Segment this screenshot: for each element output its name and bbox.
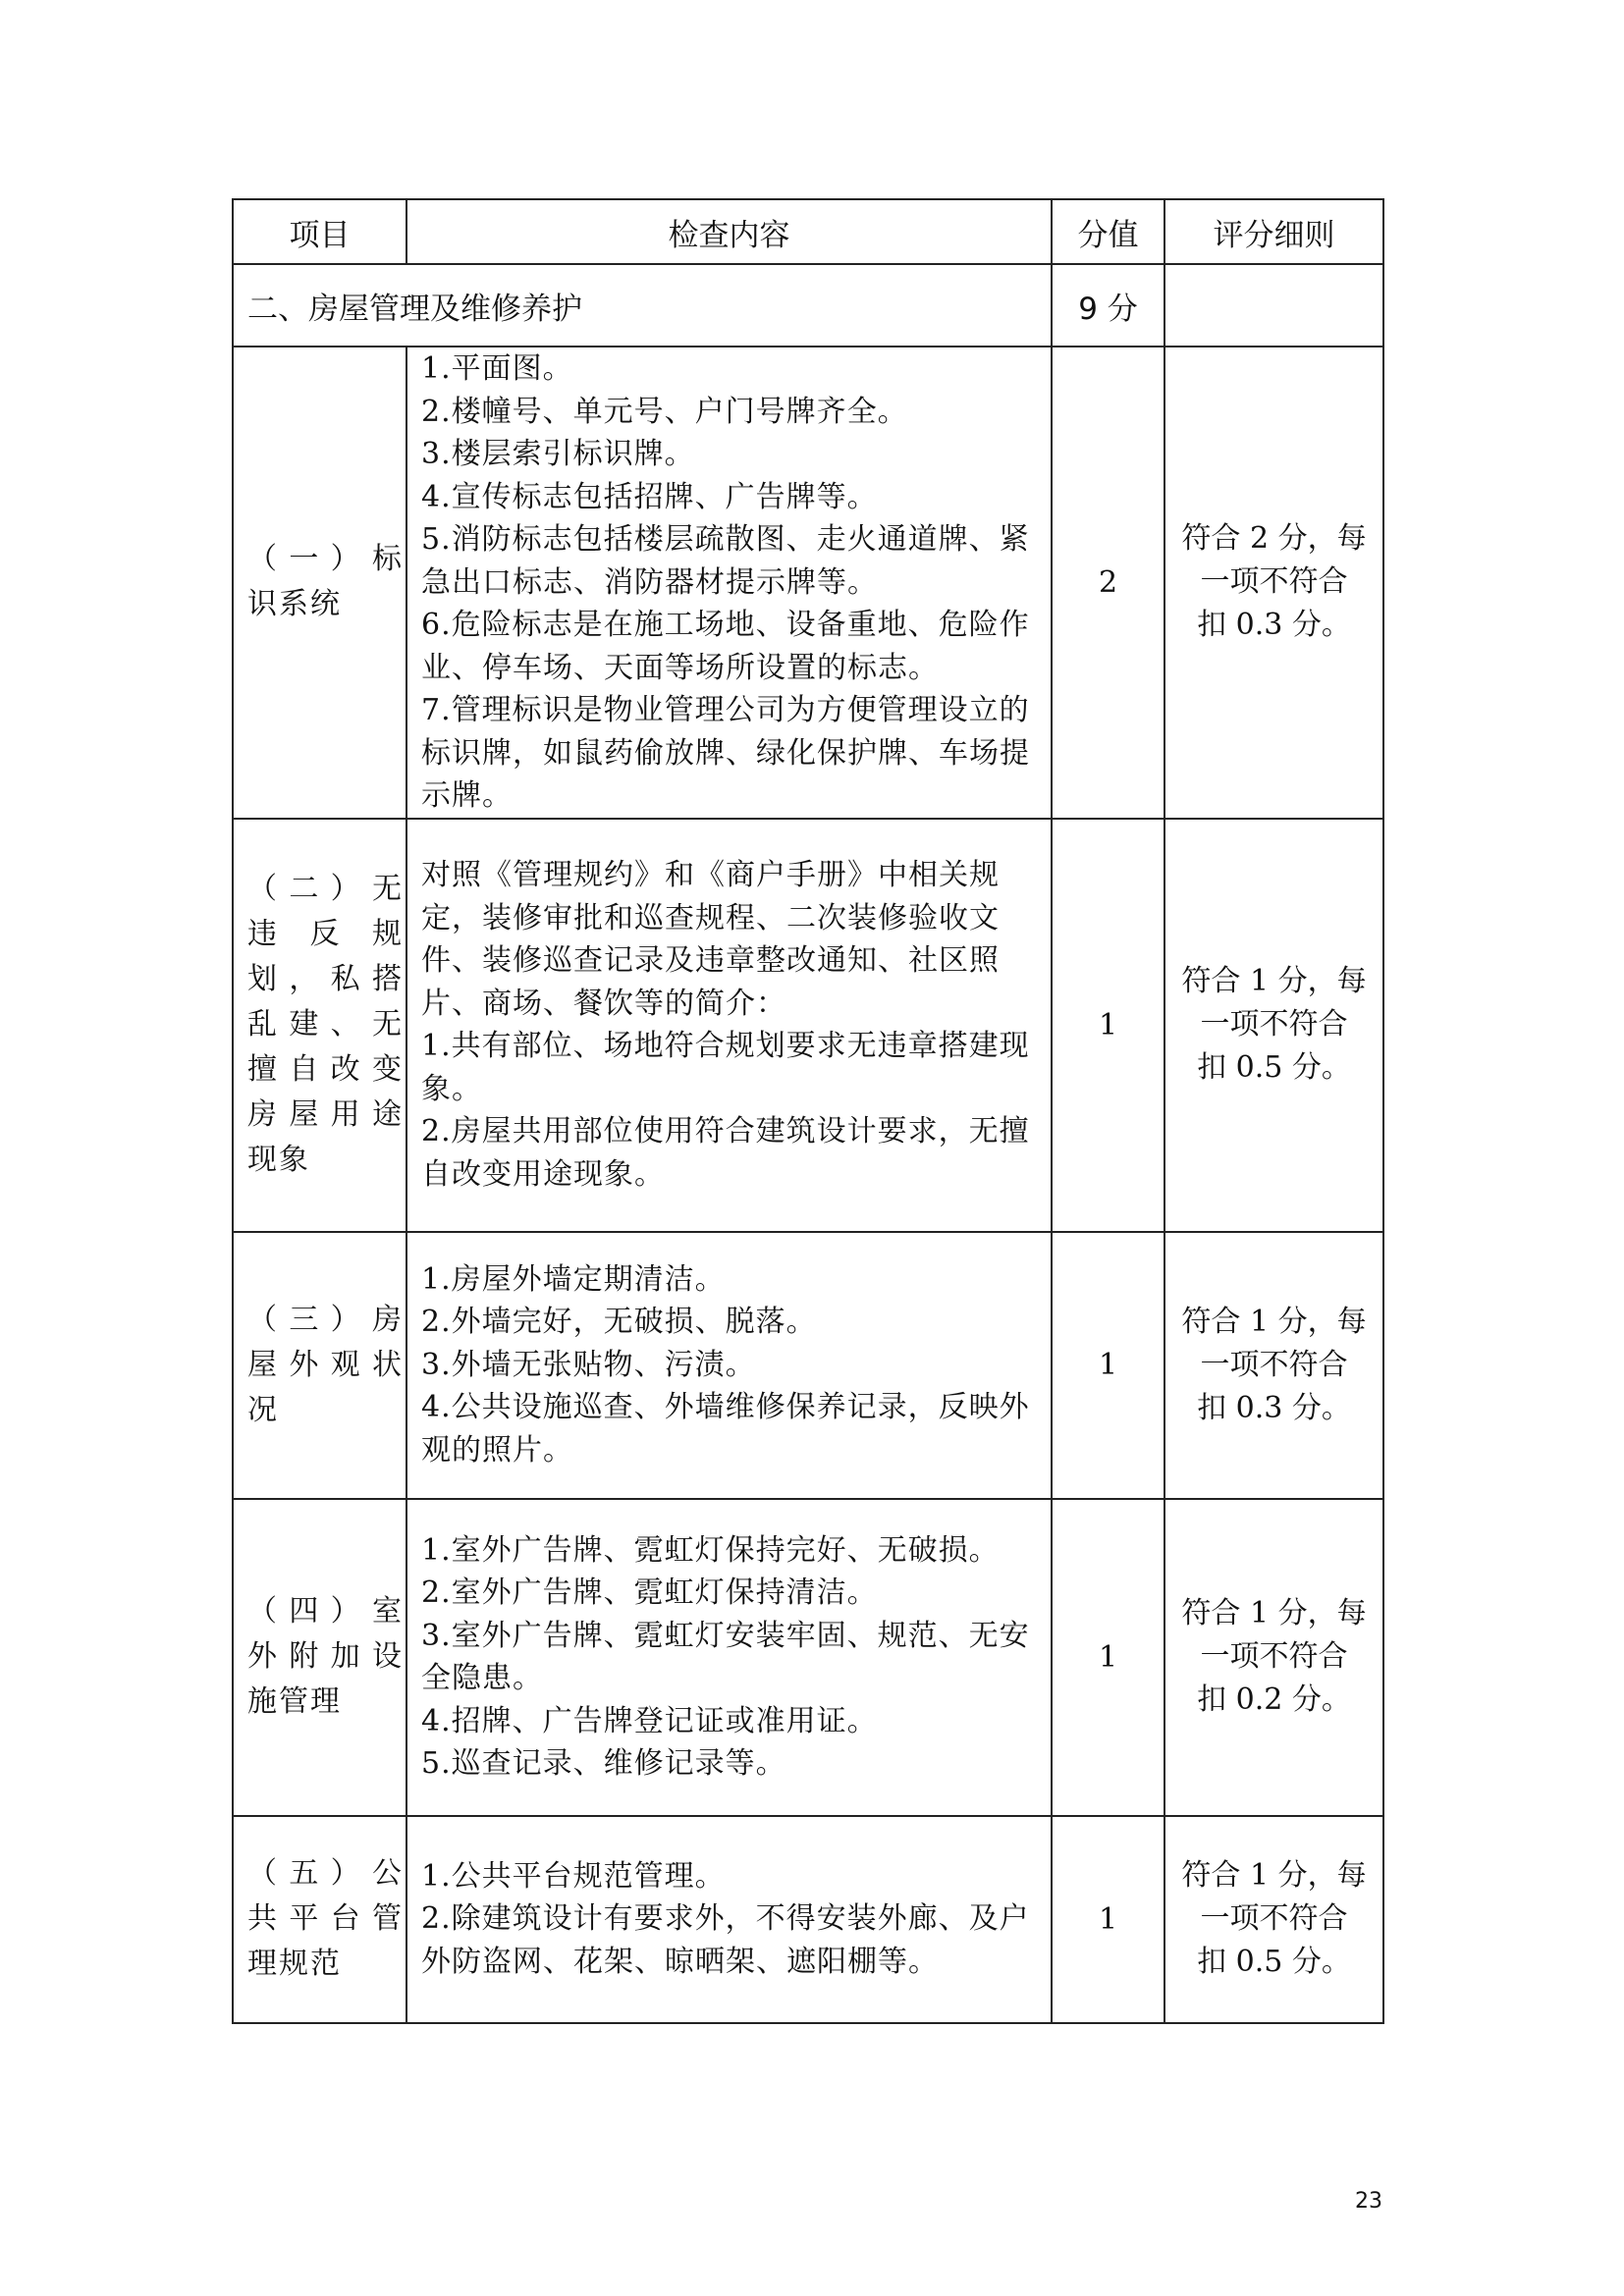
- section-title: 二、房屋管理及维修养护: [233, 264, 1052, 347]
- rule-line: 扣 0.5 分。: [1197, 1945, 1351, 1979]
- item-content: [406, 1816, 1052, 2023]
- item-name: （四）室外附加设施管理: [233, 1499, 406, 1816]
- content-line: 1.室外广告牌、霓虹灯保持完好、无破损。: [421, 1532, 1000, 1568]
- content-line: 5.巡查记录、维修记录等。: [421, 1746, 786, 1781]
- content-line: 1.房屋外墙定期清洁。: [421, 1261, 726, 1297]
- item-score: 1: [1052, 1816, 1164, 2023]
- table-header-row: [233, 199, 1383, 264]
- item-name: （二）无违反规划，私搭乱建、无擅自改变房屋用途现象: [233, 819, 406, 1232]
- content-line: 3.楼层索引标识牌。: [421, 437, 695, 471]
- rule-line: 一项不符合: [1200, 1639, 1348, 1674]
- content-line: 1.公共平台规范管理。: [421, 1858, 726, 1894]
- content-line: 5.消防标志包括楼层疏散图、走火通道牌、紧急出口标志、消防器材提示牌等。: [421, 522, 1030, 600]
- section-row: [233, 264, 1383, 347]
- table-row: [233, 819, 1383, 1232]
- content-line: 2.外墙完好，无破损、脱落。: [421, 1305, 817, 1340]
- header-rules: 评分细则: [1164, 199, 1383, 264]
- page-number: 23: [1355, 2189, 1382, 2214]
- content-line: 4.招牌、广告牌登记证或准用证。: [421, 1703, 878, 1738]
- content-line: 3.室外广告牌、霓虹灯安装牢固、规范、无安全隐患。: [421, 1618, 1030, 1695]
- content-line: 2.室外广告牌、霓虹灯保持清洁。: [421, 1575, 878, 1610]
- item-rule: [1164, 819, 1383, 1232]
- rule-line: 一项不符合: [1200, 1347, 1348, 1382]
- item-score: 1: [1052, 819, 1164, 1232]
- content-line: 2.房屋共用部位使用符合建筑设计要求，无擅自改变用途现象。: [421, 1114, 1030, 1192]
- table-row: [233, 1499, 1383, 1816]
- content-line: 1.共有部位、场地符合规划要求无违章搭建现象。: [421, 1029, 1030, 1106]
- header-item: 项目: [233, 199, 406, 264]
- table-row: [233, 347, 1383, 819]
- item-rule: [1164, 1232, 1383, 1499]
- rule-line: 一项不符合: [1200, 1901, 1348, 1936]
- rule-line: 符合 2 分，每: [1181, 521, 1367, 557]
- rule-line: 扣 0.3 分。: [1197, 608, 1351, 643]
- content-line: 2.楼幢号、单元号、户门号牌齐全。: [421, 394, 908, 429]
- item-score: 1: [1052, 1232, 1164, 1499]
- item-score: 1: [1052, 1499, 1164, 1816]
- item-content: [406, 1232, 1052, 1499]
- rule-line: 一项不符合: [1200, 1007, 1348, 1041]
- rule-line: 扣 0.3 分。: [1197, 1390, 1351, 1425]
- header-content: 检查内容: [406, 199, 1052, 264]
- content-line: 2.除建筑设计有要求外，不得安装外廊、及户外防盗网、花架、晾晒架、遮阳棚等。: [421, 1901, 1030, 1979]
- item-rule: [1164, 1499, 1383, 1816]
- item-score: 2: [1052, 347, 1164, 819]
- content-line: 4.公共设施巡查、外墙维修保养记录，反映外观的照片。: [421, 1390, 1030, 1468]
- header-score: 分值: [1052, 199, 1164, 264]
- content-line: 3.外墙无张贴物、污渍。: [421, 1347, 756, 1382]
- item-rule: [1164, 347, 1383, 819]
- item-content: [406, 1499, 1052, 1816]
- rule-line: 符合 1 分，每: [1181, 1858, 1367, 1893]
- rule-line: 符合 1 分，每: [1181, 1304, 1367, 1339]
- content-line: 对照《管理规约》和《商户手册》中相关规定，装修审批和巡查规程、二次装修验收文件、装修巡查记录及违章整改通知、社区照片、商场、餐饮等的简介：: [421, 858, 1000, 1021]
- content-line: 1.平面图。: [421, 351, 573, 386]
- item-content: [406, 819, 1052, 1232]
- item-name: （一）标识系统: [233, 347, 406, 819]
- table-row: [233, 1816, 1383, 2023]
- content-line: 6.危险标志是在施工场地、设备重地、危险作业、停车场、天面等场所设置的标志。: [421, 608, 1030, 685]
- rule-line: 扣 0.2 分。: [1197, 1682, 1351, 1717]
- section-rule-empty: [1164, 264, 1383, 347]
- rule-line: 符合 1 分，每: [1181, 964, 1367, 998]
- rule-line: 扣 0.5 分。: [1197, 1050, 1351, 1085]
- table-row: [233, 1232, 1383, 1499]
- rule-line: 一项不符合: [1200, 564, 1348, 600]
- item-content: [406, 347, 1052, 819]
- scoring-table: [232, 198, 1384, 2024]
- content-line: 7.管理标识是物业管理公司为方便管理设立的标识牌，如鼠药偷放牌、绿化保护牌、车场提示牌。: [421, 693, 1030, 813]
- content-line: 4.宣传标志包括招牌、广告牌等。: [421, 479, 878, 514]
- rule-line: 符合 1 分，每: [1181, 1596, 1367, 1630]
- section-score: 9 分: [1052, 264, 1164, 347]
- item-rule: [1164, 1816, 1383, 2023]
- item-name: （三）房屋外观状况: [233, 1232, 406, 1499]
- item-name: （五）公共平台管理规范: [233, 1816, 406, 2023]
